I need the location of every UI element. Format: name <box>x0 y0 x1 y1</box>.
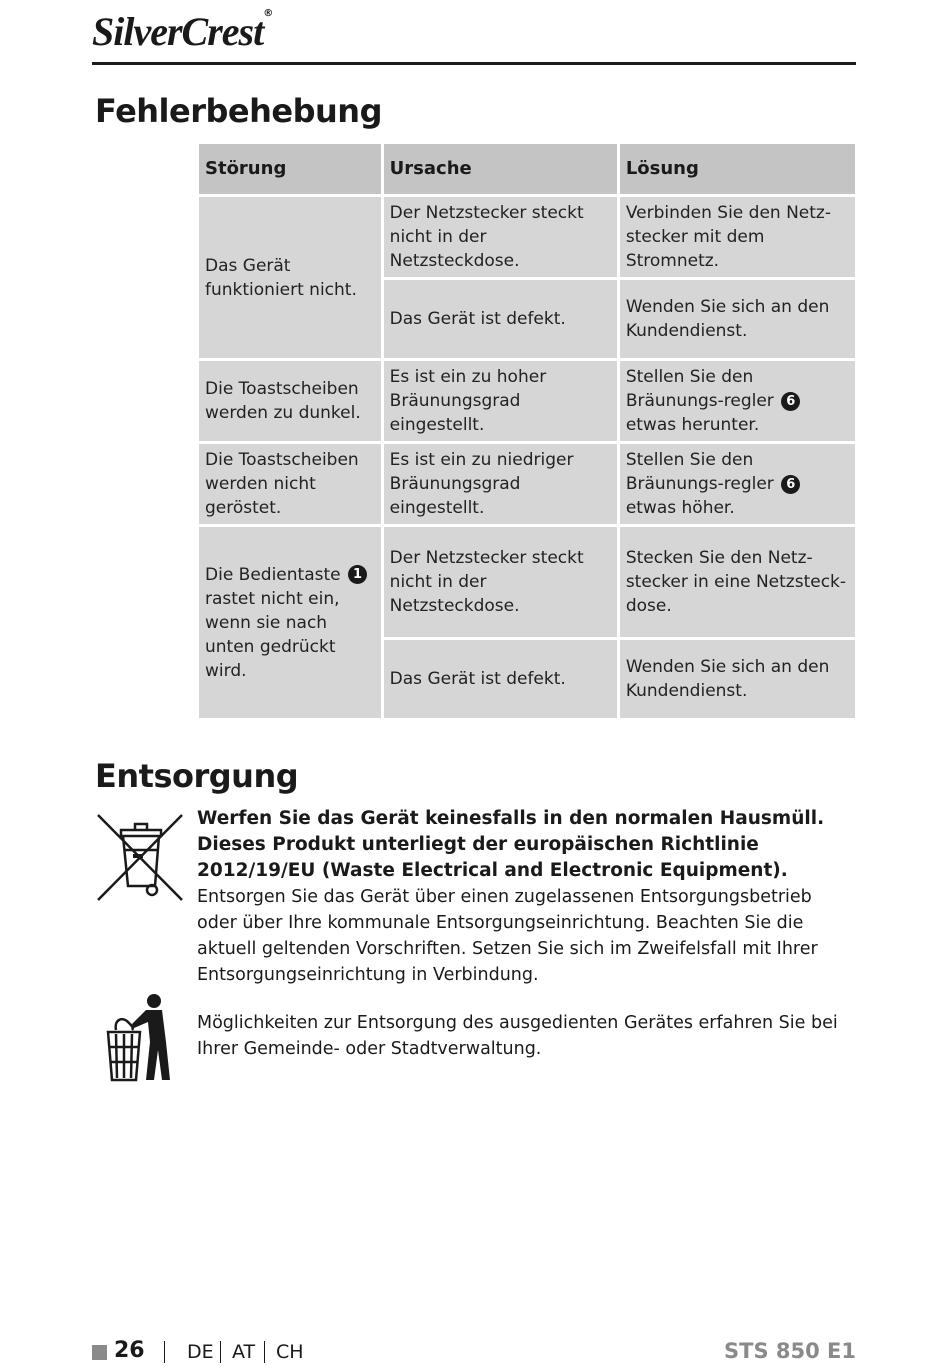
footer-divider <box>264 1341 265 1363</box>
header-solution: Lösung <box>620 144 855 194</box>
footer-divider <box>220 1341 221 1363</box>
troubleshooting-table <box>196 141 858 721</box>
fault-cell: Die Toastscheiben werden nicht geröstet. <box>199 444 381 524</box>
troubleshooting-heading: Fehlerbehebung <box>95 92 382 130</box>
registered-mark: ® <box>263 8 273 19</box>
footer-marker <box>92 1345 107 1360</box>
tidyman-bin-icon <box>104 992 176 1082</box>
solution-cell: Wenden Sie sich an den Kundendienst. <box>620 640 855 718</box>
header-fault: Störung <box>199 144 381 194</box>
cause-cell: Das Gerät ist defekt. <box>384 280 617 358</box>
solution-cell: Stellen Sie den Bräunungs-regler 6 etwas höher. <box>620 444 855 524</box>
footer <box>92 1336 856 1368</box>
disposal-text: Entsorgen Sie das Gerät über einen zugelassenen Entsorgungsbetrieb oder über Ihre kommunale Entsorgungseinrichtung. Beachten Sie die aktuell geltenden Vorschriften. Setzen Sie sich im Zweifelsfall mit Ihrer Entsorgungseinrichtung in Verbindung. <box>197 887 818 985</box>
cause-cell: Es ist ein zu hoher Bräunungsgrad eingestellt. <box>384 361 617 441</box>
solution-cell: Stecken Sie den Netz-stecker in eine Netzsteck-dose. <box>620 527 855 637</box>
table-row <box>199 527 855 637</box>
table-row <box>199 361 855 441</box>
header-cause: Ursache <box>384 144 617 194</box>
browning-control-number-icon: 6 <box>781 392 800 411</box>
solution-cell: Wenden Sie sich an den Kundendienst. <box>620 280 855 358</box>
header-rule <box>92 62 856 65</box>
solution-cell: Stellen Sie den Bräunungs-regler 6 etwas herunter. <box>620 361 855 441</box>
country-code: DE <box>187 1341 214 1363</box>
cause-cell: Das Gerät ist defekt. <box>384 640 617 718</box>
table-row <box>199 197 855 277</box>
footer-divider <box>164 1341 165 1363</box>
model-number: STS 850 E1 <box>724 1339 856 1363</box>
browning-control-number-icon: 6 <box>781 475 800 494</box>
page-number: 26 <box>114 1338 145 1363</box>
fault-cell: Das Gerät funktioniert nicht. <box>199 197 381 358</box>
fault-cell: Die Toastscheiben werden zu dunkel. <box>199 361 381 441</box>
brand-logo: SilverCrest® <box>92 8 273 54</box>
solution-cell: Verbinden Sie den Netz-stecker mit dem Stromnetz. <box>620 197 855 277</box>
disposal-warning: Werfen Sie das Gerät keinesfalls in den normalen Hausmüll. Dieses Produkt unterliegt der europäischen Richtlinie 2012/19/EU (Waste Electrical and Electronic Equipment). <box>197 808 825 881</box>
table-header-row <box>199 144 855 194</box>
cause-cell: Es ist ein zu niedriger Bräunungsgrad eingestellt. <box>384 444 617 524</box>
fault-cell: Die Bedientaste 1 rastet nicht ein, wenn sie nach unten gedrückt wird. <box>199 527 381 718</box>
disposal-text-2: Möglichkeiten zur Entsorgung des ausgedienten Gerätes erfahren Sie bei Ihrer Gemeinde- oder Stadtverwaltung. <box>197 1013 838 1059</box>
crossed-out-wheelie-bin-icon <box>95 810 185 905</box>
cause-cell: Der Netzstecker steckt nicht in der Netzsteckdose. <box>384 527 617 637</box>
country-code: CH <box>276 1341 304 1363</box>
table-row <box>199 444 855 524</box>
country-code: AT <box>232 1341 256 1363</box>
cause-cell: Der Netzstecker steckt nicht in der Netzsteckdose. <box>384 197 617 277</box>
disposal-heading: Entsorgung <box>95 757 299 795</box>
operating-button-number-icon: 1 <box>348 565 367 584</box>
